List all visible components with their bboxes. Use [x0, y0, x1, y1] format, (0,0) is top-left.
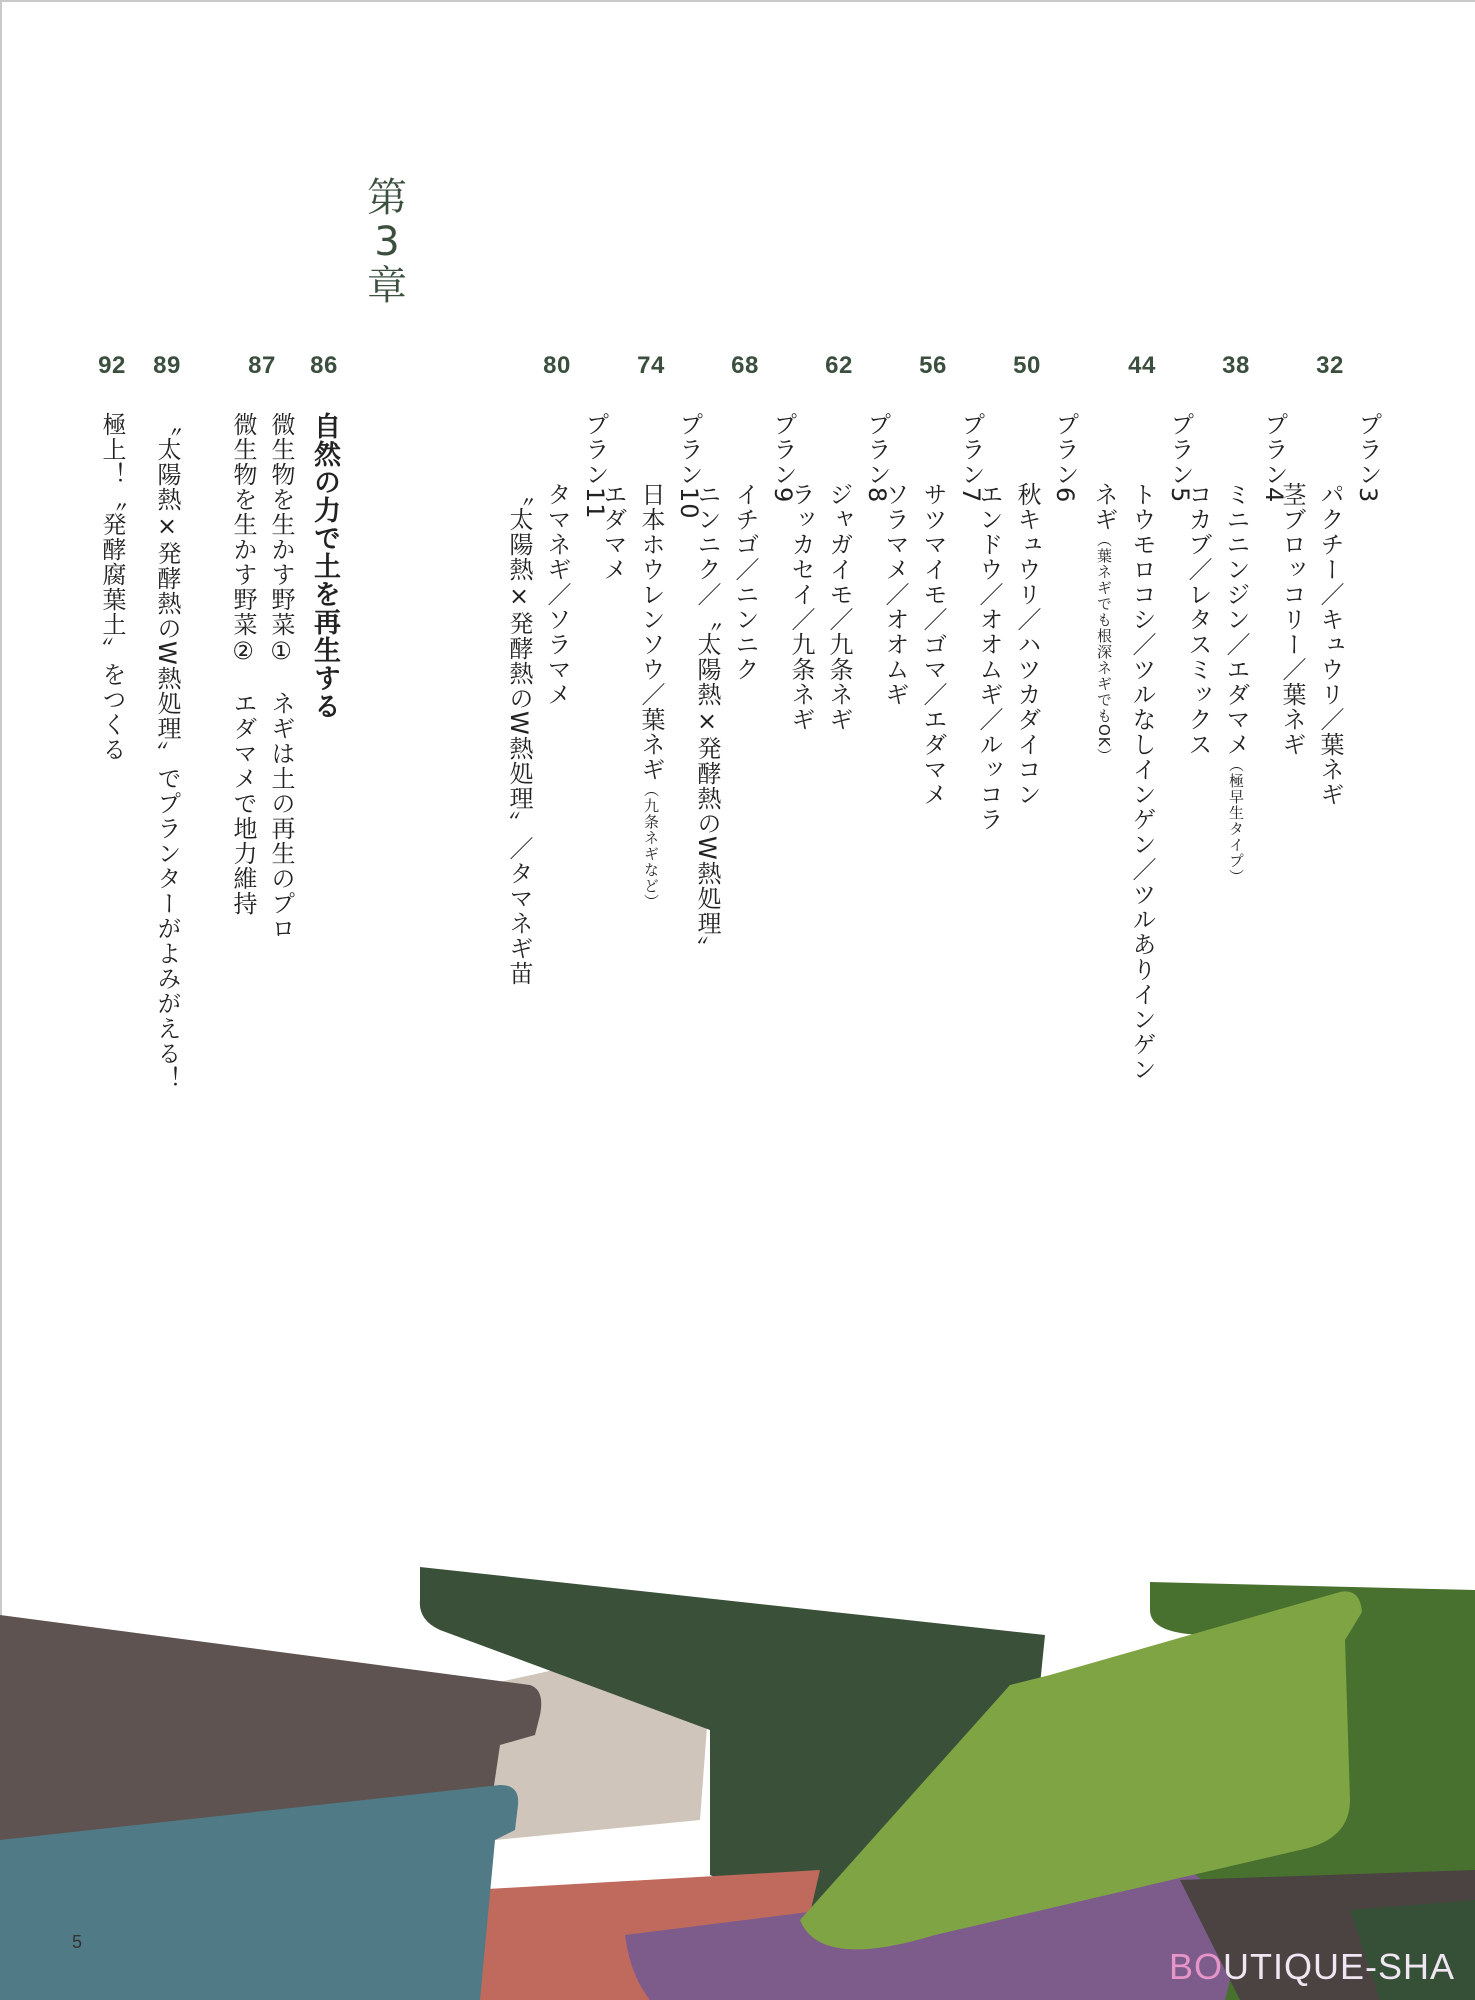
toc-entry-92[interactable] — [72, 352, 152, 762]
toc-line: サツマイモ／ゴマ／エダマメ — [919, 482, 947, 807]
toc-line: パクチー／キュウリ／葉ネギ — [1316, 482, 1344, 807]
toc-line: 微生物を生かす野菜① ネギは土の再生のプロ — [267, 412, 295, 941]
toc-page-number: 32 — [1316, 352, 1344, 379]
toc-plan-label: プラン5 — [1166, 412, 1194, 504]
toc-line: コカブ／レタスミックス — [1184, 482, 1212, 757]
toc-page-number: 92 — [98, 352, 126, 379]
publisher-logo — [1169, 1946, 1455, 1988]
toc-line: ジャガイモ／九条ネギ — [825, 482, 853, 732]
toc-plan-label: プラン4 — [1260, 412, 1288, 504]
toc-plan-label: プラン3 — [1354, 412, 1382, 504]
toc-line: タマネギ／ソラマメ — [543, 482, 571, 707]
toc-entry-plan9[interactable] — [693, 352, 797, 961]
toc-entry-plan10[interactable] — [599, 352, 703, 910]
toc-line: 〝太陽熱×発酵熱のW熱処理〞でプランターがよみがえる！ — [153, 412, 181, 1091]
toc-line: イチゴ／ニンニク — [731, 482, 759, 682]
page-border-top — [0, 0, 1475, 2]
toc-line — [1221, 482, 1251, 885]
toc-plan-label: プラン10 — [675, 412, 703, 520]
toc-entry-plan6[interactable] — [975, 352, 1079, 832]
toc-page-number: 56 — [919, 352, 947, 379]
toc-line-text: ネギ — [1090, 482, 1118, 532]
toc-note: （九条ネギなど） — [642, 782, 660, 910]
toc-line: ソラマメ／オオムギ — [881, 482, 909, 707]
chapter-heading-part: 章 — [367, 263, 407, 309]
toc-page-number: 80 — [543, 352, 571, 379]
toc-line: トウモロコシ／ツルなしインゲン／ツルありインゲン — [1128, 482, 1156, 1082]
toc-page-number: 38 — [1222, 352, 1250, 379]
toc-line: エダマメ — [599, 482, 627, 582]
toc-line-text: 日本ホウレンソウ／葉ネギ — [637, 482, 665, 782]
toc-line: 秋キュウリ／ハツカダイコン — [1013, 482, 1041, 807]
toc-entry-plan4[interactable] — [1184, 352, 1288, 885]
toc-plan-label: プラン7 — [957, 412, 985, 504]
toc-plan-label: プラン11 — [581, 412, 609, 520]
toc-entry-plan3[interactable] — [1278, 352, 1382, 807]
toc-plan-label: プラン9 — [769, 412, 797, 504]
toc-page-number: 87 — [248, 352, 276, 379]
toc-page-number: 50 — [1013, 352, 1041, 379]
toc-line — [1089, 482, 1119, 764]
toc-line-text: ミニニンジン／エダマメ — [1222, 482, 1250, 757]
toc-line: 〝太陽熱×発酵熱のW熱処理〞／タマネギ苗 — [505, 482, 533, 986]
toc-entry-plan8[interactable] — [787, 352, 891, 732]
toc-line: 極上！〝発酵腐葉土〞をつくる — [98, 412, 126, 762]
page-number: 5 — [72, 1932, 83, 1952]
toc-page-number: 68 — [731, 352, 759, 379]
toc-page-number: 86 — [310, 352, 338, 379]
planter-pots-illustration — [0, 1540, 1475, 2000]
toc-page-number: 62 — [825, 352, 853, 379]
toc-entry-87[interactable] — [222, 352, 302, 941]
toc-line: ニンニク／〝太陽熱×発酵熱のW熱処理〞 — [693, 482, 721, 961]
chapter-number: 3 — [374, 219, 400, 265]
toc-note: （極早生タイプ） — [1227, 757, 1245, 885]
toc-note: （葉ネギでも根深ネギでもOK） — [1095, 532, 1113, 764]
page-border-left — [0, 0, 2, 1720]
toc-entry-plan5[interactable] — [1090, 352, 1194, 1082]
toc-plan-label: プラン6 — [1051, 412, 1079, 504]
chapter-heading-part: 第 — [367, 175, 407, 221]
toc-line: 茎ブロッコリー／葉ネギ — [1278, 482, 1306, 757]
toc-entry-plan7[interactable] — [881, 352, 985, 807]
toc-line — [636, 482, 666, 910]
toc-line: エンドウ／オオムギ／ルッコラ — [975, 482, 1003, 832]
toc-page-number: 44 — [1128, 352, 1156, 379]
toc-entry-plan11[interactable] — [505, 352, 609, 986]
toc-line: 微生物を生かす野菜② エダマメで地力維持 — [229, 412, 257, 916]
toc-section-title: 自然の力で土を再生する — [309, 412, 340, 720]
toc-line: ラッカセイ／九条ネギ — [787, 482, 815, 732]
publisher-logo-text: UTIQUE-SHA — [1222, 1946, 1455, 1987]
toc-plan-label: プラン8 — [863, 412, 891, 504]
publisher-logo-accent: BO — [1168, 1946, 1223, 1987]
toc-page-number: 74 — [637, 352, 665, 379]
chapter-heading — [362, 176, 412, 308]
toc-page-number: 89 — [153, 352, 181, 379]
